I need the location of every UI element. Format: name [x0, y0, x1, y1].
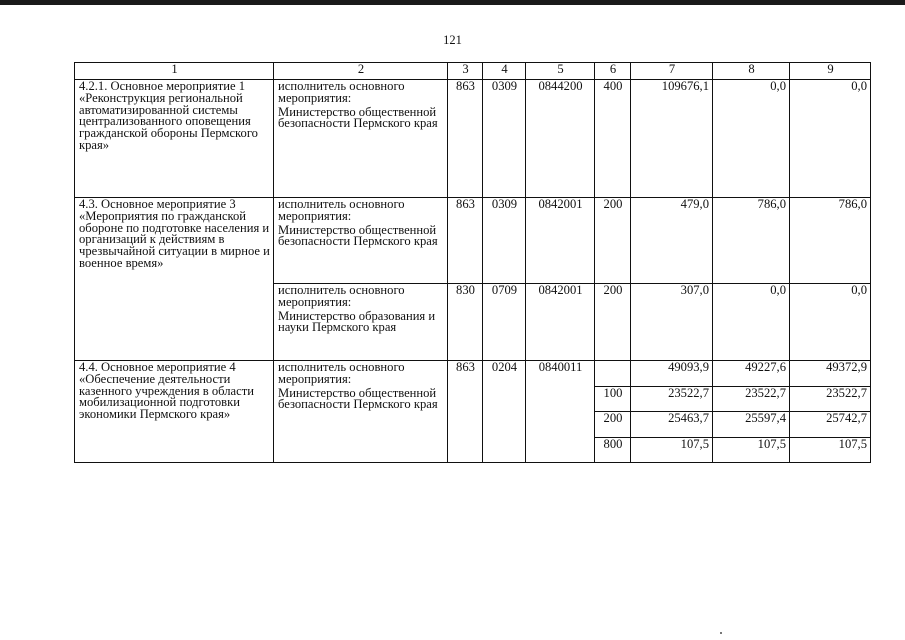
code-cell: 0309	[483, 80, 526, 198]
code-cell: 0842001	[526, 198, 595, 284]
code-cell: 0840011	[526, 361, 595, 463]
executor-cell	[274, 284, 448, 361]
code-cell: 100	[595, 387, 631, 412]
executor-heading: исполнитель основного мероприятия:	[278, 79, 405, 105]
code-cell: 0842001	[526, 284, 595, 361]
executor-cell	[274, 80, 448, 198]
activity-name: 4.4. Основное мероприятие 4 «Обеспечение деятельности казенного учреждения в области мобилизационной подготовки экономики Пермского края»	[75, 361, 274, 463]
column-header: 2	[274, 63, 448, 80]
code-cell: 863	[448, 80, 483, 198]
code-cell: 0844200	[526, 80, 595, 198]
table-row	[75, 361, 871, 387]
column-header: 7	[631, 63, 713, 80]
budget-table	[74, 62, 871, 463]
activity-name: 4.3. Основное мероприятие 3 «Мероприятия по гражданской обороне по подготовке населения и организаций к действиям в чрезвычайной ситуации в мирное и военное время»	[75, 198, 274, 361]
table-row	[75, 198, 871, 284]
amount-cell: 25597,4	[713, 412, 790, 438]
table-header-row	[75, 63, 871, 80]
amount-cell: 25742,7	[790, 412, 871, 438]
code-cell: 0309	[483, 198, 526, 284]
amount-cell: 107,5	[790, 438, 871, 463]
code-cell: 863	[448, 198, 483, 284]
amount-cell: 786,0	[713, 198, 790, 284]
code-cell	[595, 361, 631, 387]
amount-cell: 0,0	[790, 284, 871, 361]
column-header: 5	[526, 63, 595, 80]
executor-name: Министерство общественной безопасности Пермского края	[278, 222, 438, 249]
code-cell: 800	[595, 438, 631, 463]
column-header: 4	[483, 63, 526, 80]
code-cell: 200	[595, 412, 631, 438]
amount-cell: 23522,7	[713, 387, 790, 412]
amount-cell: 23522,7	[631, 387, 713, 412]
code-cell: 400	[595, 80, 631, 198]
executor-heading: исполнитель основного мероприятия:	[278, 197, 405, 223]
column-header: 1	[75, 63, 274, 80]
amount-cell: 786,0	[790, 198, 871, 284]
code-cell: 830	[448, 284, 483, 361]
executor-name: Министерство общественной безопасности Пермского края	[278, 385, 438, 412]
executor-heading: исполнитель основного мероприятия:	[278, 360, 405, 386]
amount-cell: 0,0	[790, 80, 871, 198]
amount-cell: 479,0	[631, 198, 713, 284]
activity-name: 4.2.1. Основное мероприятие 1 «Реконструкция региональной автоматизированной системы централизованного оповещения гражданской обороны Пермского края»	[75, 80, 274, 198]
executor-cell	[274, 198, 448, 284]
code-cell: 863	[448, 361, 483, 463]
amount-cell: 109676,1	[631, 80, 713, 198]
code-cell: 0204	[483, 361, 526, 463]
executor-name: Министерство общественной безопасности Пермского края	[278, 104, 438, 131]
amount-cell: 23522,7	[790, 387, 871, 412]
amount-cell: 49227,6	[713, 361, 790, 387]
code-cell: 200	[595, 198, 631, 284]
executor-cell	[274, 361, 448, 463]
amount-cell: 49093,9	[631, 361, 713, 387]
column-header: 6	[595, 63, 631, 80]
column-header: 9	[790, 63, 871, 80]
column-header: 8	[713, 63, 790, 80]
executor-heading: исполнитель основного мероприятия:	[278, 283, 405, 309]
code-cell: 0709	[483, 284, 526, 361]
amount-cell: 0,0	[713, 284, 790, 361]
scan-speck	[720, 632, 722, 634]
code-cell: 200	[595, 284, 631, 361]
executor-name: Министерство образования и науки Пермского края	[278, 308, 436, 335]
amount-cell: 0,0	[713, 80, 790, 198]
column-header: 3	[448, 63, 483, 80]
amount-cell: 107,5	[713, 438, 790, 463]
page-number: 121	[443, 33, 462, 47]
table-row	[75, 80, 871, 198]
amount-cell: 49372,9	[790, 361, 871, 387]
scan-top-edge	[0, 0, 905, 5]
amount-cell: 307,0	[631, 284, 713, 361]
amount-cell: 25463,7	[631, 412, 713, 438]
amount-cell: 107,5	[631, 438, 713, 463]
